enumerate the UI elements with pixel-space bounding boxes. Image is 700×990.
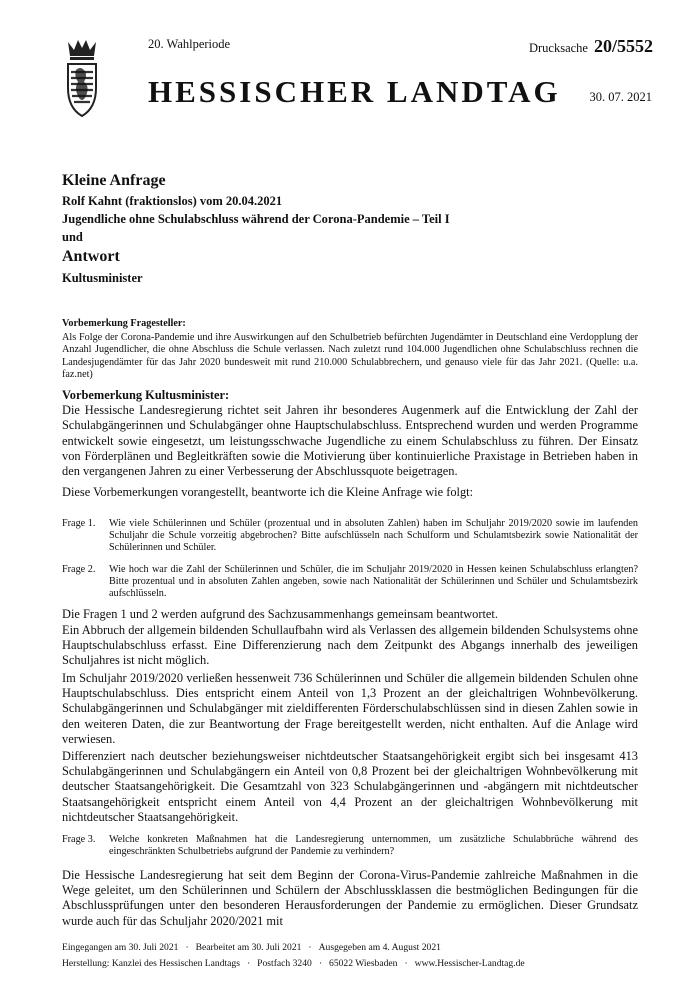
document-date: 30. 07. 2021 [589, 90, 652, 104]
question-text: Wie viele Schülerinnen und Schüler (prozentual und in absoluten Zahlen) haben im Schuljahr 2019/2020 sowie im laufenden Schuljahr die Schule vorzeitig abgebrochen? Bitte aufschlüsseln nach Schulform und Schulamtsbezirk sowie Nationalität der Schülerinnen und Schüler. [109, 518, 638, 554]
answer-3-paragraph: Die Hessische Landesregierung hat seit dem Beginn der Corona-Virus-Pandemie zahlreiche Maßnahmen in die Wege geleitet, um den Schülerinnen und Schülern der Abschlussklassen die bestmöglichen Bedingungen für die Abschlussprüfungen unter den besonderen Herausforderungen der Pandemie zu ermöglichen. Dieser Grundsatz wurde auch für das Schuljahr 2020/2021 mit [62, 868, 638, 928]
hessen-coat-of-arms-icon [64, 38, 100, 118]
question-3 [62, 834, 638, 858]
print-number: 20/5552 [593, 36, 653, 56]
pre-minister-heading: Vorbemerkung Kultusminister: [62, 388, 230, 402]
question-label: Frage 2. [62, 564, 96, 575]
edited-date: Bearbeitet am 30. Juli 2021 [195, 942, 302, 953]
and-line: und [62, 230, 83, 244]
website-link[interactable]: www.Hessischer-Landtag.de [414, 958, 525, 969]
separator-dot: · [185, 942, 189, 953]
separator-dot: · [246, 958, 251, 969]
legislative-period: 20. Wahlperiode [148, 37, 231, 51]
pre-questioner-text: Als Folge der Corona-Pandemie und ihre Auswirkungen auf den Schulbetrieb befürchten Jugendämter in Deutschland eine Verdopplung der Anzahl Jugendlicher, die ohne Abschluss die Schule verlassen. Nach zuletzt rund 104.000 Jugendlichen ohne Schulabschluss rechnen die Landesjugendämter für das Jahr 2020 bundesweit mit rund 210.000 Schulabbrechern, und genauso viele für das Jahr 2021. (Quelle: u.a. faz.net) [62, 332, 638, 380]
question-1 [62, 518, 638, 555]
document-kind: Kleine Anfrage [62, 172, 166, 189]
question-text: Wie hoch war die Zahl der Schülerinnen und Schüler, die im Schuljahr 2019/2020 in Hessen keinen Schulabschluss erlangten? Bitte prozentual und in absoluten Zahlen angeben, sowie nach Nationalität der Schülerinnen und Schüler und Schulamtsbezirk aufschlüsseln. [109, 564, 638, 600]
footer-producer [62, 958, 525, 969]
issued-date: Ausgegeben am 4. August 2021 [318, 942, 441, 953]
city-text: 65022 Wiesbaden [329, 958, 398, 969]
producer-text: Herstellung: Kanzlei des Hessischen Landtags [62, 958, 240, 969]
received-date: Eingegangen am 30. Juli 2021 [62, 942, 179, 953]
separator-dot: · [404, 958, 408, 969]
intro-line: Diese Vorbemerkungen vorangestellt, beantworte ich die Kleine Anfrage wie folgt: [62, 485, 474, 499]
answer-heading: Antwort [62, 248, 120, 265]
subject-line: Jugendliche ohne Schulabschluss während der Corona-Pandemie – Teil I [62, 212, 450, 226]
ministry-line: Kultusminister [62, 271, 143, 285]
pre-minister-text: Die Hessische Landesregierung richtet seit Jahren ihr besonderes Augenmerk auf die Entwicklung der Zahl der Schulabgängerinnen und Schulabgänger ohne Hauptschulabschluss. Entsprechend wurden und werden Programme entwickelt sowie eingesetzt, um leistungsschwache Jugendliche zu einem Schulabschluss zu führen. Der Einsatz von Förderplänen und Begleitkräften sowie die Motivierung über kontinuierliche Praxistage in Betrieben haben in den vergangenen Jahren zu einer Verbesserung der Abschlussquote beigetragen. [62, 403, 638, 479]
postbox-text: Postfach 3240 [257, 958, 312, 969]
pre-minister-section [62, 388, 638, 479]
title-block [62, 170, 642, 287]
footer-dates [62, 942, 441, 953]
separator-dot: · [308, 942, 312, 953]
answer-1-2-paragraph: Im Schuljahr 2019/2020 verließen hessenweit 736 Schülerinnen und Schüler die allgemein bildenden Schulen ohne Hauptschulabschluss. Dies entspricht einem Anteil von 1,3 Prozent an der gleichaltrigen Wohnbevölkerung. Schulabgängerinnen und Schulabgänger mit zieldifferenten Förderschulabschlüssen sind in diesen Zahlen sowie in den weiteren Daten, die zur Beantwortung der Frage bereitgestellt werden, nicht enthalten. Auf die Anlage wird verwiesen. [62, 671, 638, 746]
answer-1-2-paragraph: Differenziert nach deutscher beziehungsweiser nichtdeutscher Staatsangehörigkeit ergibt sich bei insgesamt 413 Schulabgängerinnen und Schulabgängern ein Anteil von 0,8 Prozent bei der gleichaltrigen Wohnbevölkerung mit deutscher Staatsangehörigkeit. Die Gesamtzahl von 323 Schulabgängerinnen und -abgängern mit nichtdeutscher Staatsangehörigkeit entspricht einem Anteil von 4,4 Prozent an der gleichaltrigen Wohnbevölkerung mit nichtdeutscher Staatsangehörigkeit. [62, 749, 638, 824]
separator-dot: · [318, 958, 323, 969]
pre-questioner-heading: Vorbemerkung Fragesteller: [62, 318, 186, 329]
author-line: Rolf Kahnt (fraktionslos) vom 20.04.2021 [62, 194, 283, 208]
pre-questioner-section [62, 318, 638, 381]
answer-1-2-intro: Die Fragen 1 und 2 werden aufgrund des Sachzusammenhangs gemeinsam beantwortet. [62, 607, 498, 621]
print-number-block [529, 36, 653, 57]
question-label: Frage 3. [62, 834, 96, 845]
question-label: Frage 1. [62, 518, 96, 529]
question-text: Welche konkreten Maßnahmen hat die Landesregierung unternommen, um zusätzliche Schulabbrüche während des eingeschränkten Schulbetriebs aufgrund der Pandemie zu verhindern? [109, 834, 638, 858]
answer-1-2-paragraph: Ein Abbruch der allgemein bildenden Schullaufbahn wird als Verlassen des allgemein bildenden Schulsystems ohne Hauptschulabschluss erfasst. Eine Differenzierung nach dem Zeitpunkt des Abgangs innerhalb des jeweiligen Schuljahres ist nicht möglich. [62, 623, 638, 668]
print-label: Drucksache [528, 41, 588, 55]
parliament-title: HESSISCHER LANDTAG [148, 74, 561, 109]
question-2 [62, 564, 638, 601]
